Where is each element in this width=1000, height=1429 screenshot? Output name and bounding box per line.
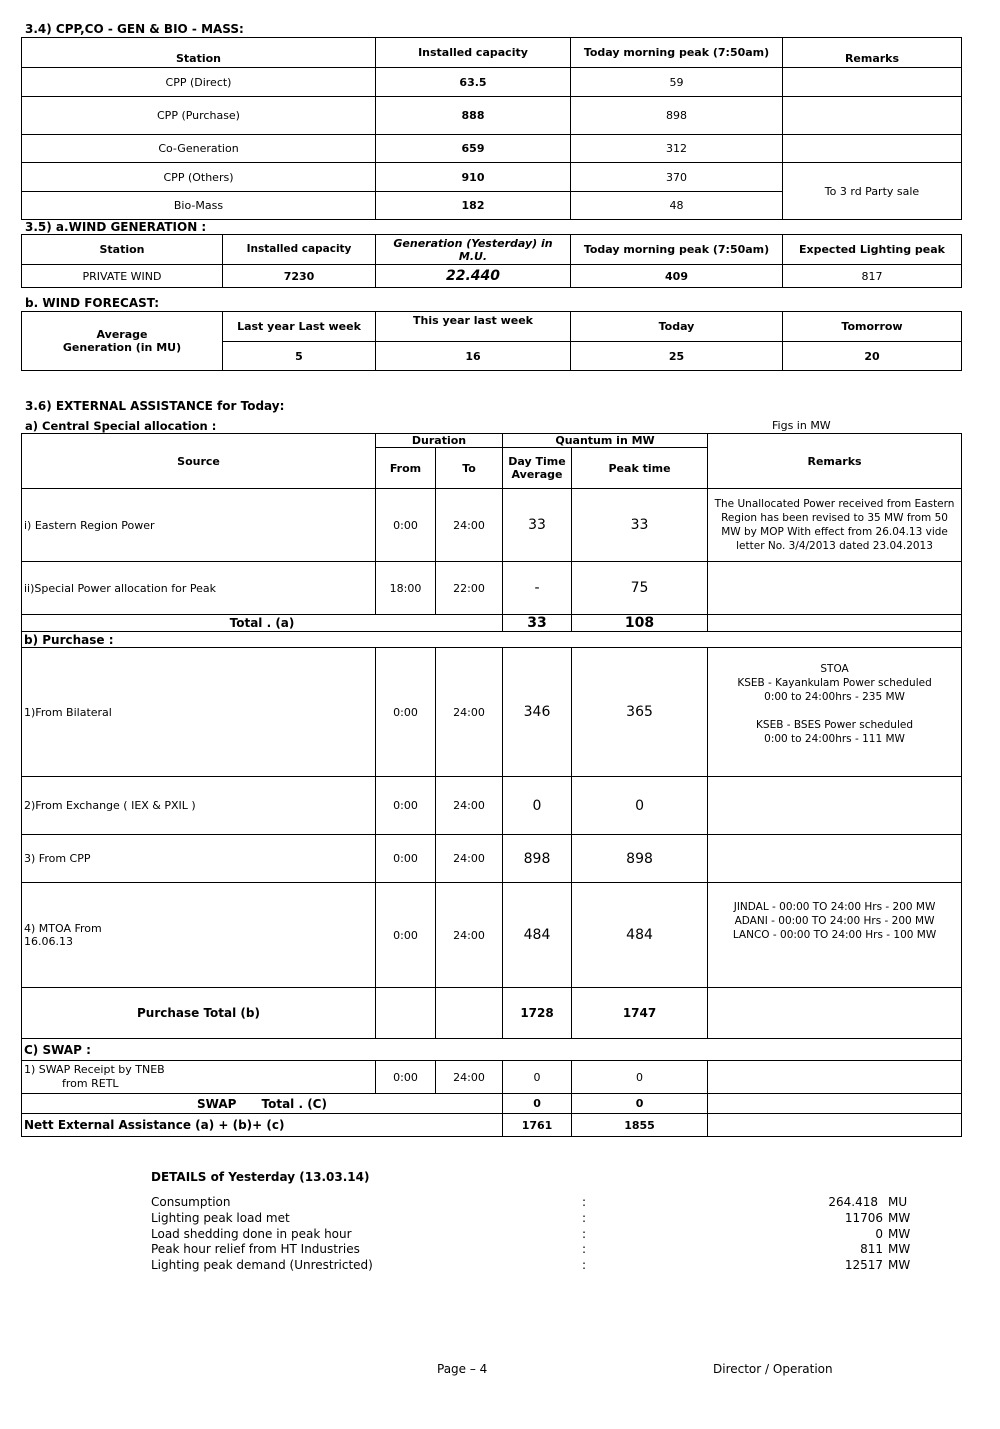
duration-from: 0:00 — [376, 835, 436, 883]
station-name: CPP (Others) — [22, 163, 376, 192]
sub-heading-swap: C) SWAP : — [22, 1039, 962, 1061]
source-exchange: 2)From Exchange ( IEX & PXIL ) — [22, 777, 376, 835]
detail-unit: MU — [888, 1195, 908, 1209]
total-c-label: SWAP Total . (C) — [22, 1094, 503, 1114]
wind-generation-table — [21, 234, 962, 288]
remarks-line: 0:00 to 24:00hrs - 111 MW — [764, 733, 905, 745]
signature-designation: Director / Operation — [713, 1362, 833, 1376]
morning-peak: 898 — [571, 97, 783, 135]
sub-heading-central-allocation: a) Central Special allocation : — [25, 419, 217, 433]
total-b-label: Purchase Total (b) — [22, 988, 376, 1039]
swap-source-line: 1) SWAP Receipt by TNEB — [24, 1063, 165, 1076]
detail-colon: : — [582, 1258, 587, 1272]
morning-peak: 59 — [571, 68, 783, 97]
remarks-cell — [708, 1114, 962, 1137]
header-from: From — [376, 448, 436, 489]
forecast-value: 5 — [223, 342, 376, 371]
header-peak-time: Peak time — [572, 448, 708, 489]
remarks-cell — [783, 68, 962, 97]
total-a-peak: 108 — [572, 615, 708, 632]
figs-in-mw-note: Figs in MW — [772, 419, 831, 432]
remarks-cell — [708, 1061, 962, 1094]
total-c-day: 0 — [503, 1094, 572, 1114]
detail-label: Load shedding done in peak hour — [151, 1227, 352, 1241]
peak-time-value: 0 — [572, 777, 708, 835]
wind-morning-peak: 409 — [571, 265, 783, 288]
nett-label: Nett External Assistance (a) + (b)+ (c) — [22, 1114, 503, 1137]
wind-station: PRIVATE WIND — [22, 265, 223, 288]
remarks-cell — [708, 988, 962, 1039]
forecast-value: 20 — [783, 342, 962, 371]
remarks-line: ADANI - 00:00 TO 24:00 Hrs - 200 MW — [734, 915, 935, 927]
remarks-bilateral — [708, 648, 962, 777]
header-remarks: Remarks — [783, 38, 962, 68]
detail-colon: : — [582, 1242, 587, 1256]
remarks-third-party: To 3 rd Party sale — [783, 163, 962, 220]
wind-generation-yesterday: 22.440 — [376, 265, 571, 288]
header-morning-peak: Today morning peak (7:50am) — [571, 235, 783, 265]
source-special-power: ii)Special Power allocation for Peak — [22, 562, 376, 615]
morning-peak: 370 — [571, 163, 783, 192]
header-tomorrow: Tomorrow — [783, 312, 962, 342]
remarks-line: LANCO - 00:00 TO 24:00 Hrs - 100 MW — [732, 929, 937, 941]
detail-label: Lighting peak load met — [151, 1211, 290, 1225]
installed-capacity: 659 — [376, 135, 571, 163]
detail-label: Consumption — [151, 1195, 231, 1209]
source-swap — [22, 1061, 376, 1094]
remarks-cell — [708, 615, 962, 632]
source-eastern-region: i) Eastern Region Power — [22, 489, 376, 562]
installed-capacity: 888 — [376, 97, 571, 135]
detail-label: Lighting peak demand (Unrestricted) — [151, 1258, 373, 1272]
detail-value: 0 — [875, 1227, 883, 1241]
day-time-value: - — [503, 562, 572, 615]
remarks-mtoa — [708, 883, 962, 988]
total-b-day: 1728 — [503, 988, 572, 1039]
installed-capacity: 182 — [376, 192, 571, 220]
day-time-value: 0 — [503, 777, 572, 835]
station-name: CPP (Direct) — [22, 68, 376, 97]
detail-unit: MW — [888, 1211, 911, 1225]
detail-label: Peak hour relief from HT Industries — [151, 1242, 360, 1256]
morning-peak: 48 — [571, 192, 783, 220]
duration-from: 0:00 — [376, 777, 436, 835]
remarks-line: KSEB - Kayankulam Power scheduled — [737, 677, 932, 689]
average-generation-label: Average Generation (in MU) — [22, 312, 223, 371]
remarks-line: STOA — [820, 663, 849, 675]
day-time-value: 0 — [503, 1061, 572, 1094]
morning-peak: 312 — [571, 135, 783, 163]
detail-value: 11706 — [844, 1211, 883, 1225]
duration-to: 24:00 — [436, 1061, 503, 1094]
swap-source-line: from RETL — [62, 1077, 119, 1090]
station-name: Co-Generation — [22, 135, 376, 163]
duration-from: 0:00 — [376, 1061, 436, 1094]
remarks-cell — [708, 562, 962, 615]
detail-unit: MW — [888, 1227, 911, 1241]
section-heading-wind-forecast: b. WIND FORECAST: — [25, 296, 160, 310]
header-duration: Duration — [376, 434, 503, 448]
day-time-value: 484 — [503, 883, 572, 988]
header-station: Station — [22, 235, 223, 265]
duration-to: 22:00 — [436, 562, 503, 615]
sub-heading-purchase: b) Purchase : — [22, 632, 962, 648]
wind-forecast-table — [21, 311, 962, 371]
peak-time-value: 484 — [572, 883, 708, 988]
day-time-value: 346 — [503, 648, 572, 777]
header-today: Today — [571, 312, 783, 342]
header-remarks: Remarks — [708, 434, 962, 489]
duration-to: 24:00 — [436, 835, 503, 883]
header-generation-yesterday: Generation (Yesterday) in M.U. — [376, 235, 571, 265]
remarks-eastern-region: The Unallocated Power received from Eastern Region has been revised to 35 MW from 50 MW by MOP With effect from 26.04.13 vide letter No. 3/4/2013 dated 23.04.2013 — [708, 489, 962, 562]
cpp-table — [21, 37, 962, 220]
remarks-cell — [708, 777, 962, 835]
remarks-cell — [708, 835, 962, 883]
header-morning-peak: Today morning peak (7:50am) — [571, 38, 783, 68]
peak-time-value: 365 — [572, 648, 708, 777]
duration-to: 24:00 — [436, 883, 503, 988]
total-b-peak: 1747 — [572, 988, 708, 1039]
external-assistance-table — [21, 433, 962, 1137]
station-name: CPP (Purchase) — [22, 97, 376, 135]
detail-value: 264.418 — [828, 1195, 878, 1209]
header-source: Source — [22, 434, 376, 489]
duration-from: 0:00 — [376, 648, 436, 777]
header-day-time-average: Day Time Average — [503, 448, 572, 489]
duration-to: 24:00 — [436, 648, 503, 777]
total-a-day: 33 — [503, 615, 572, 632]
day-time-value: 898 — [503, 835, 572, 883]
wind-expected-peak: 817 — [783, 265, 962, 288]
detail-colon: : — [582, 1227, 587, 1241]
installed-capacity: 63.5 — [376, 68, 571, 97]
nett-day: 1761 — [503, 1114, 572, 1137]
station-name: Bio-Mass — [22, 192, 376, 220]
peak-time-value: 0 — [572, 1061, 708, 1094]
section-heading-3-5a: 3.5) a.WIND GENERATION : — [25, 220, 207, 234]
total-a-label: Total . (a) — [22, 615, 503, 632]
duration-from: 18:00 — [376, 562, 436, 615]
detail-colon: : — [582, 1195, 587, 1209]
remarks-line: KSEB - BSES Power scheduled — [756, 719, 914, 731]
remarks-line: JINDAL - 00:00 TO 24:00 Hrs - 200 MW — [733, 901, 936, 913]
installed-capacity: 910 — [376, 163, 571, 192]
header-station: Station — [22, 38, 376, 68]
duration-to: 24:00 — [436, 489, 503, 562]
forecast-value: 25 — [571, 342, 783, 371]
peak-time-value: 75 — [572, 562, 708, 615]
header-installed-capacity: Installed capacity — [223, 235, 376, 265]
page-number: Page – 4 — [437, 1362, 488, 1376]
duration-from: 0:00 — [376, 883, 436, 988]
duration-to: 24:00 — [436, 777, 503, 835]
detail-value: 811 — [860, 1242, 883, 1256]
detail-colon: : — [582, 1211, 587, 1225]
header-this-year-last-week: This year last week — [376, 312, 571, 342]
header-installed-capacity: Installed capacity — [376, 38, 571, 68]
total-c-peak: 0 — [572, 1094, 708, 1114]
remarks-line: 0:00 to 24:00hrs - 235 MW — [764, 691, 905, 703]
header-expected-lighting-peak: Expected Lighting peak — [783, 235, 962, 265]
duration-from: 0:00 — [376, 489, 436, 562]
source-bilateral: 1)From Bilateral — [22, 648, 376, 777]
detail-unit: MW — [888, 1258, 911, 1272]
peak-time-value: 898 — [572, 835, 708, 883]
details-heading: DETAILS of Yesterday (13.03.14) — [151, 1170, 370, 1184]
detail-unit: MW — [888, 1242, 911, 1256]
source-mtoa: 4) MTOA From 16.06.13 — [22, 883, 376, 988]
forecast-value: 16 — [376, 342, 571, 371]
source-cpp: 3) From CPP — [22, 835, 376, 883]
remarks-cell — [708, 1094, 962, 1114]
remarks-cell — [783, 135, 962, 163]
day-time-value: 33 — [503, 489, 572, 562]
duration-to — [436, 988, 503, 1039]
detail-value: 12517 — [844, 1258, 883, 1272]
header-quantum: Quantum in MW — [503, 434, 708, 448]
remarks-line — [710, 704, 959, 718]
duration-from — [376, 988, 436, 1039]
wind-installed-capacity: 7230 — [223, 265, 376, 288]
nett-peak: 1855 — [572, 1114, 708, 1137]
header-last-year-last-week: Last year Last week — [223, 312, 376, 342]
header-to: To — [436, 448, 503, 489]
remarks-cell — [783, 97, 962, 135]
section-heading-3-4: 3.4) CPP,CO - GEN & BIO - MASS: — [25, 22, 244, 36]
peak-time-value: 33 — [572, 489, 708, 562]
section-heading-3-6: 3.6) EXTERNAL ASSISTANCE for Today: — [25, 399, 285, 413]
